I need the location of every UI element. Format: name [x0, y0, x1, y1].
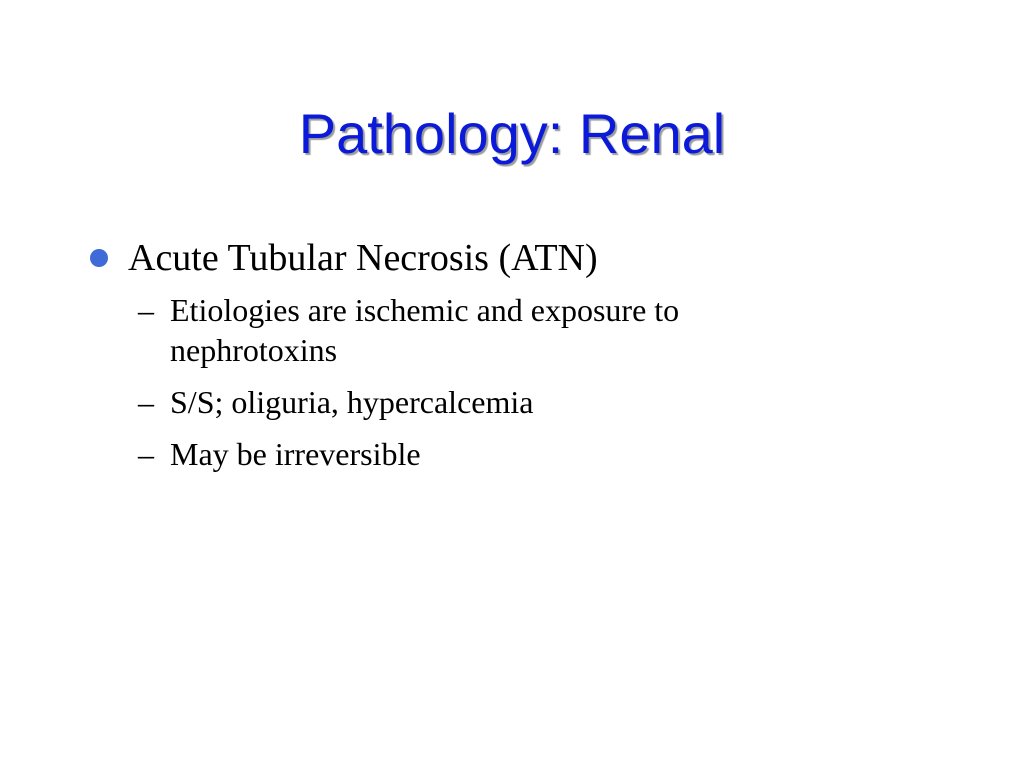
- slide-title: Pathology: Renal: [298, 102, 726, 165]
- sub-bullet-item: [136, 290, 810, 370]
- bullet-list: [88, 234, 948, 486]
- bullet-item-text: Acute Tubular Necrosis (ATN): [128, 237, 598, 279]
- sub-bullet-list: [88, 290, 948, 474]
- bullet-dot-icon: [90, 249, 108, 267]
- sub-bullet-text: May be irreversible: [170, 436, 421, 472]
- dash-icon: –: [138, 436, 154, 472]
- bullet-item: [88, 234, 948, 282]
- sub-bullet-item: [136, 382, 810, 422]
- sub-bullet-text: Etiologies are ischemic and exposure to nephrotoxins: [170, 292, 680, 368]
- sub-bullet-text: S/S; oliguria, hypercalcemia: [170, 384, 534, 420]
- dash-icon: –: [138, 384, 154, 420]
- dash-icon: –: [138, 292, 154, 328]
- sub-bullet-item: [136, 434, 810, 474]
